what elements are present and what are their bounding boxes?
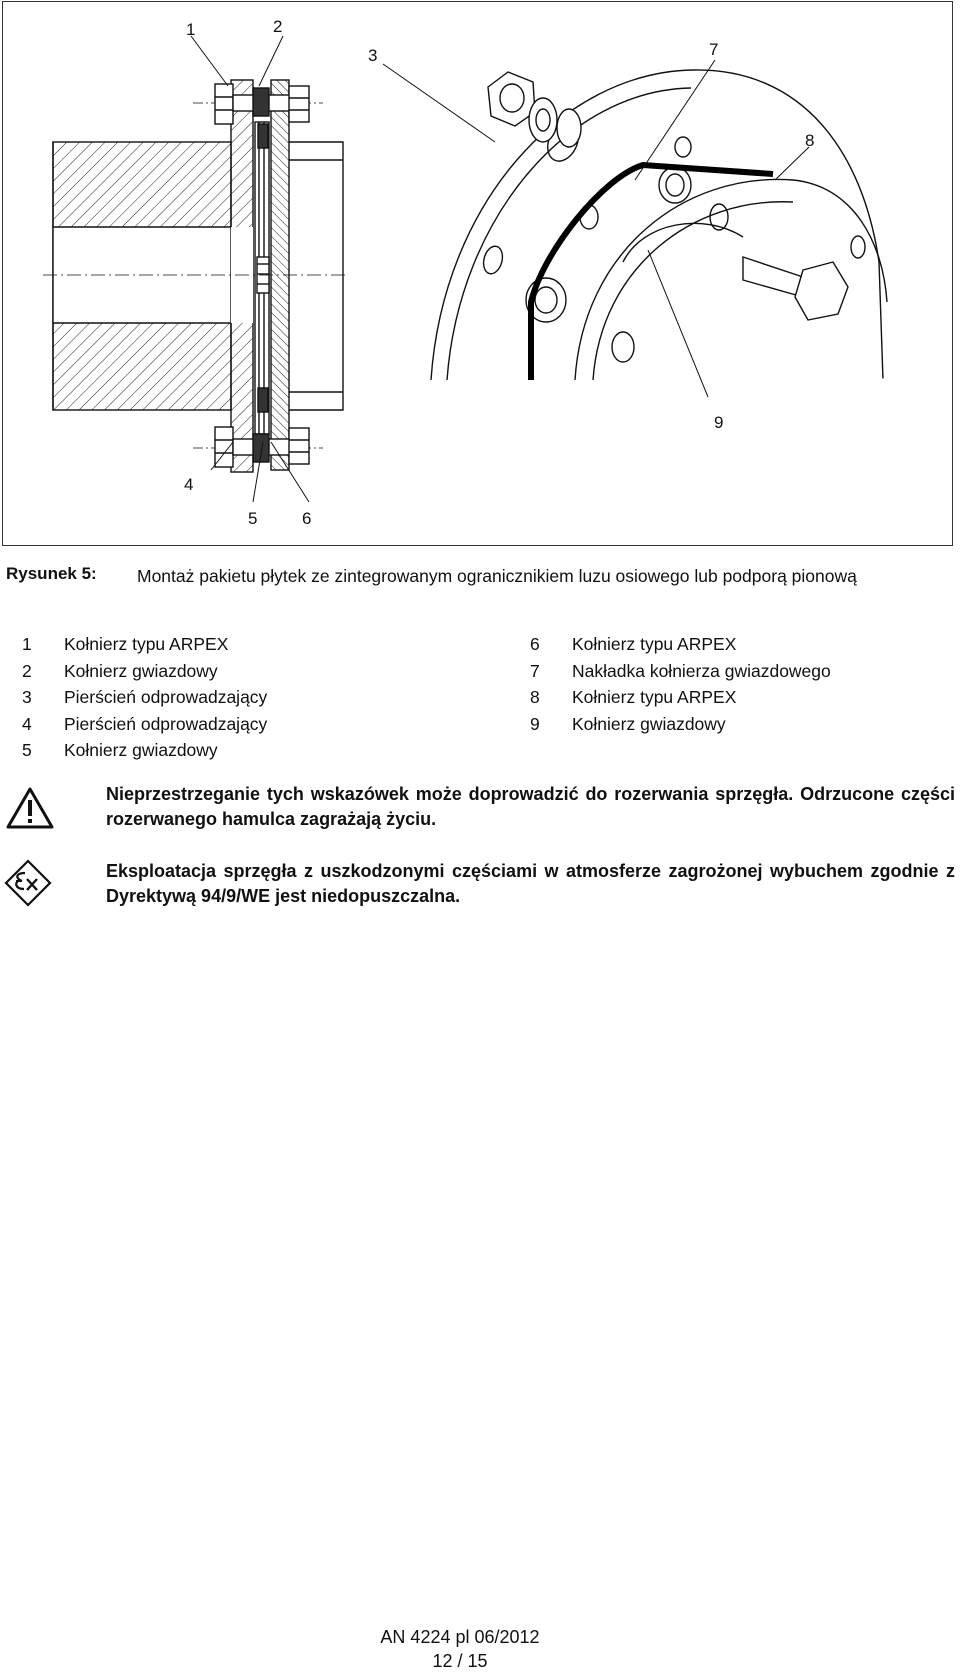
legend-item: 7 Nakładka kołnierza gwiazdowego bbox=[530, 660, 831, 681]
legend-item: 9 Kołnierz gwiazdowy bbox=[530, 713, 726, 734]
perspective-view bbox=[431, 70, 943, 380]
callout-7: 7 bbox=[709, 40, 719, 59]
callout-6: 6 bbox=[302, 509, 312, 528]
callout-8: 8 bbox=[805, 131, 815, 150]
figure-frame bbox=[2, 1, 953, 546]
atex-warning-text: Eksploatacja sprzęgła z uszkodzonymi częściami w atmosferze zagrożonej wybuchem zgodnie z Dyrektywą 94/9/WE jest niedopuszczalna. bbox=[106, 861, 955, 906]
ex-atex-icon bbox=[3, 859, 53, 912]
callout-1: 1 bbox=[186, 20, 196, 39]
figure-caption-text: Montaż pakietu płytek ze zintegrowanym ogranicznikiem luzu osiowego lub podporą pionową bbox=[137, 566, 857, 586]
callout-3: 3 bbox=[368, 46, 378, 65]
warning-text: Nieprzestrzeganie tych wskazówek może doprowadzić do rozerwania sprzęgła. Odrzucone części rozerwanego hamulca zagrażają życiu. bbox=[106, 784, 955, 829]
callout-9: 9 bbox=[714, 413, 724, 432]
legend-item: 5 Kołnierz gwiazdowy bbox=[22, 740, 218, 760]
legend-item: 1 Kołnierz typu ARPEX bbox=[22, 634, 229, 654]
legend-item: 6 Kołnierz typu ARPEX bbox=[530, 634, 737, 654]
cross-section-view bbox=[43, 80, 348, 472]
page-footer bbox=[0, 1625, 960, 1673]
document-id: AN 4224 pl 06/2012 bbox=[380, 1627, 540, 1647]
legend-item: 3 Pierścień odprowadzający bbox=[22, 687, 268, 707]
legend-item: 8 Kołnierz typu ARPEX bbox=[530, 687, 737, 707]
callout-2: 2 bbox=[273, 17, 283, 36]
callout-4: 4 bbox=[184, 475, 194, 494]
legend-item: 4 Pierścień odprowadzający bbox=[22, 713, 268, 734]
warning-triangle-icon bbox=[5, 786, 55, 835]
page-number: 12 / 15 bbox=[432, 1651, 488, 1671]
figure-caption-label: Rysunek 5: bbox=[6, 564, 97, 583]
legend-item: 2 Kołnierz gwiazdowy bbox=[22, 660, 218, 681]
callout-5: 5 bbox=[248, 509, 258, 528]
legend-left bbox=[22, 631, 267, 764]
legend-right bbox=[530, 631, 831, 737]
coupling-assembly-drawing bbox=[3, 2, 954, 547]
